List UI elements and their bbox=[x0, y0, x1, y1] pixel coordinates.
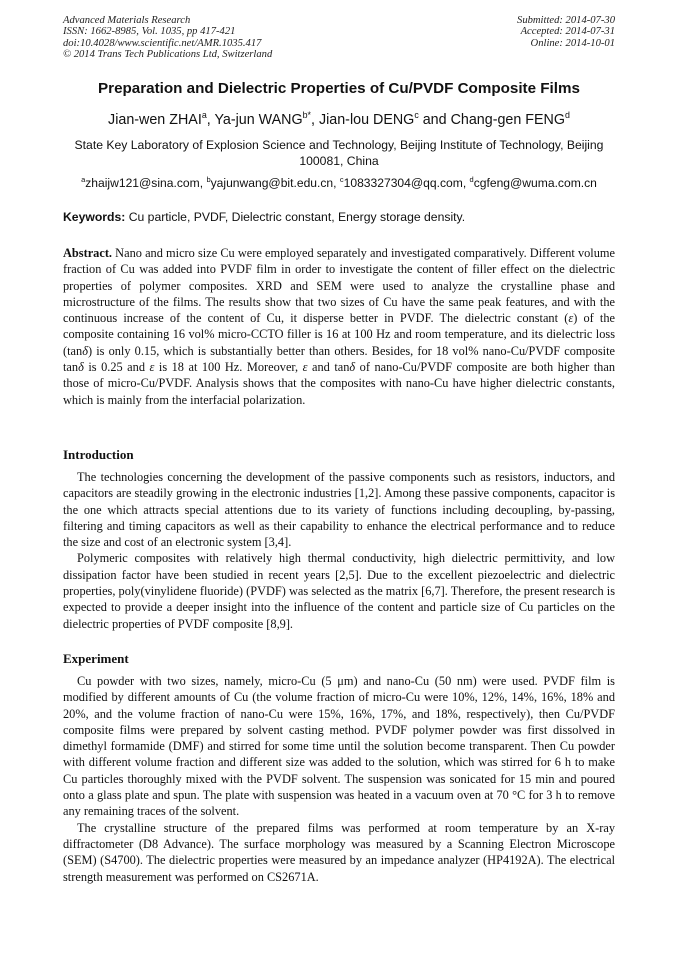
abstract-text: and tan bbox=[307, 360, 350, 375]
submitted-date: Submitted: 2014-07-30 bbox=[517, 15, 615, 26]
affiliation: State Key Laboratory of Explosion Science and Technology, Beijing Institute of Technology, Beijing 100081, China bbox=[74, 138, 604, 168]
journal-info bbox=[63, 15, 272, 60]
email-mark: d bbox=[469, 174, 474, 184]
author-name: Jian-wen ZHAI bbox=[108, 112, 202, 128]
online-date: Online: 2014-10-01 bbox=[530, 37, 615, 49]
email-mark: b bbox=[206, 174, 211, 184]
epsilon-symbol: ε bbox=[568, 311, 574, 326]
author-name: Jian-lou DENG bbox=[318, 112, 415, 128]
author-affil-mark: c bbox=[414, 110, 419, 121]
author-affil-mark: a bbox=[201, 110, 207, 121]
author-affil-mark: b* bbox=[302, 110, 311, 121]
email-mark: a bbox=[81, 174, 86, 184]
abstract-text: ) of the composite containing 16 vol% micro-CCTO filler is 16 at 100 Hz and room temperature, and its dielectric loss (tan bbox=[63, 311, 615, 358]
abstract-text: ) is only 0.15, which is substantially better than others. Besides, for 18 vol% nano-Cu/PVDF composite tan bbox=[63, 343, 615, 375]
keywords bbox=[63, 210, 623, 224]
epsilon-symbol: ε bbox=[302, 360, 308, 375]
journal-copyright: © 2014 Trans Tech Publications Ltd, Switzerland bbox=[63, 48, 273, 60]
author-list bbox=[40, 112, 638, 128]
email-address: yajunwang@bit.edu.cn, bbox=[210, 176, 340, 190]
abstract-label: Abstract. bbox=[63, 246, 113, 260]
author-separator: and bbox=[418, 112, 451, 128]
abstract-text: is 18 at 100 Hz. Moreover, bbox=[154, 360, 303, 375]
abstract bbox=[63, 245, 615, 408]
paper-title: Preparation and Dielectric Properties of Cu/PVDF Composite Films bbox=[98, 80, 580, 97]
experiment-heading: Experiment bbox=[63, 651, 129, 666]
author-separator: , bbox=[311, 112, 319, 128]
keywords-text: Cu particle, PVDF, Dielectric constant, Energy storage density. bbox=[125, 210, 466, 224]
author-name: Ya-jun WANG bbox=[214, 112, 303, 128]
accepted-date: Accepted: 2014-07-31 bbox=[520, 26, 615, 38]
delta-symbol: δ bbox=[82, 343, 88, 358]
delta-symbol: δ bbox=[349, 360, 356, 375]
journal-doi: doi:10.4028/www.scientific.net/AMR.1035.417 bbox=[63, 37, 262, 49]
journal-name: Advanced Materials Research bbox=[63, 15, 191, 26]
abstract-text: Nano and micro size Cu were employed separately and investigated comparatively. Different volume fraction of Cu was added into PVDF film in order to investigate the content of filler effect on the dielectric properties of polymer composites. XRD and SEM were used to analyze the crystalline phase and microstructure of the films. The results show that two sizes of Cu have the same peak features, and with the continuous increase of the content of Cu, it disperse better in PVDF. The dielectric constant ( bbox=[63, 246, 615, 326]
email-mark: c bbox=[339, 174, 344, 184]
experiment-paragraph: The crystalline structure of the prepared films was performed at room temperature by an X-ray diffractometer (D8 Advance). The surface morphology was measured by a Scanning Electron Microscope (SEM) (S4700). The dielectric properties were measured by an impedance analyzer (HP4192A). The electrical strength measurement was performed on CS2671A. bbox=[63, 820, 615, 884]
introduction-paragraph: The technologies concerning the development of the passive components such as resistors, inductors, and capacitors are steadily growing in the electronic industries [1,2]. Among these passive components, capacitor is the one which attracts special attentions due to its variety of functions including decoupling, by-passing, filtering and timing capacitors as well as their capability to enhance the electrical performance and to reduce the size and cost of an electronic system [3,4]. bbox=[63, 470, 615, 550]
email-list bbox=[40, 176, 638, 190]
experiment-paragraph: Cu powder with two sizes, namely, micro-Cu (5 μm) and nano-Cu (50 nm) were used. PVDF film is modified by different amounts of Cu (the volume fraction of micro-Cu were 10%, 12%, 14%, 16%, 18% and 20%, and the volume fraction of nano-Cu were 15%, 16%, 17%, and 18%, respectively), then Cu/PVDF composite films were prepared by solvent casting method. PVDF polymer powder was first dissolved in dimethyl formamide (DMF) and stirred for some time until the solution become transparent. Then Cu powder with different volume fraction and different size was added to the solution, which was stirred for 6 h to make Cu particles thoroughly mixed with the PVDF solvent. The suspension was sonicated for 15 min and poured onto a glass plate and spun. The plate with suspension was heated in a vacuum oven at 70 °C for 3 h to remove any remaining traces of the solvent. bbox=[63, 674, 615, 819]
publication-dates bbox=[517, 15, 615, 49]
email-address: 1083327304@qq.com, bbox=[343, 176, 470, 190]
email-address: cgfeng@wuma.com.cn bbox=[473, 176, 597, 190]
keywords-label: Keywords: bbox=[63, 210, 126, 224]
introduction-body bbox=[63, 469, 615, 632]
introduction-paragraph: Polymeric composites with relatively high thermal conductivity, high dielectric permittivity, and low dissipation factor have been studied in recent years [2,5]. Due to the excellent piezoelectric and dielectric properties, poly(vinylidene fluoride) (PVDF) was selected as the matrix [6,7]. Therefore, the present research is expected to provide a deeper insight into the influence of the content and particle size of Cu particles on the dielectric properties of PVDF composite [8,9]. bbox=[63, 551, 615, 631]
abstract-text: of nano-Cu/PVDF composite are both higher than those of micro-Cu/PVDF. Analysis shows that the composites with nano-Cu have higher dielectric constants, which is mainly from the interfacial polarization. bbox=[63, 360, 615, 407]
email-address: zhaijw121@sina.com, bbox=[85, 176, 207, 190]
abstract-text: is 0.25 and bbox=[83, 360, 150, 375]
experiment-body bbox=[63, 673, 615, 885]
author-separator: , bbox=[206, 112, 215, 128]
delta-symbol: δ bbox=[78, 360, 84, 375]
author-name: Chang-gen FENG bbox=[450, 112, 565, 128]
introduction-heading: Introduction bbox=[63, 447, 134, 462]
epsilon-symbol: ε bbox=[149, 360, 155, 375]
journal-issn: ISSN: 1662-8985, Vol. 1035, pp 417-421 bbox=[63, 26, 236, 38]
author-affil-mark: d bbox=[565, 110, 570, 121]
